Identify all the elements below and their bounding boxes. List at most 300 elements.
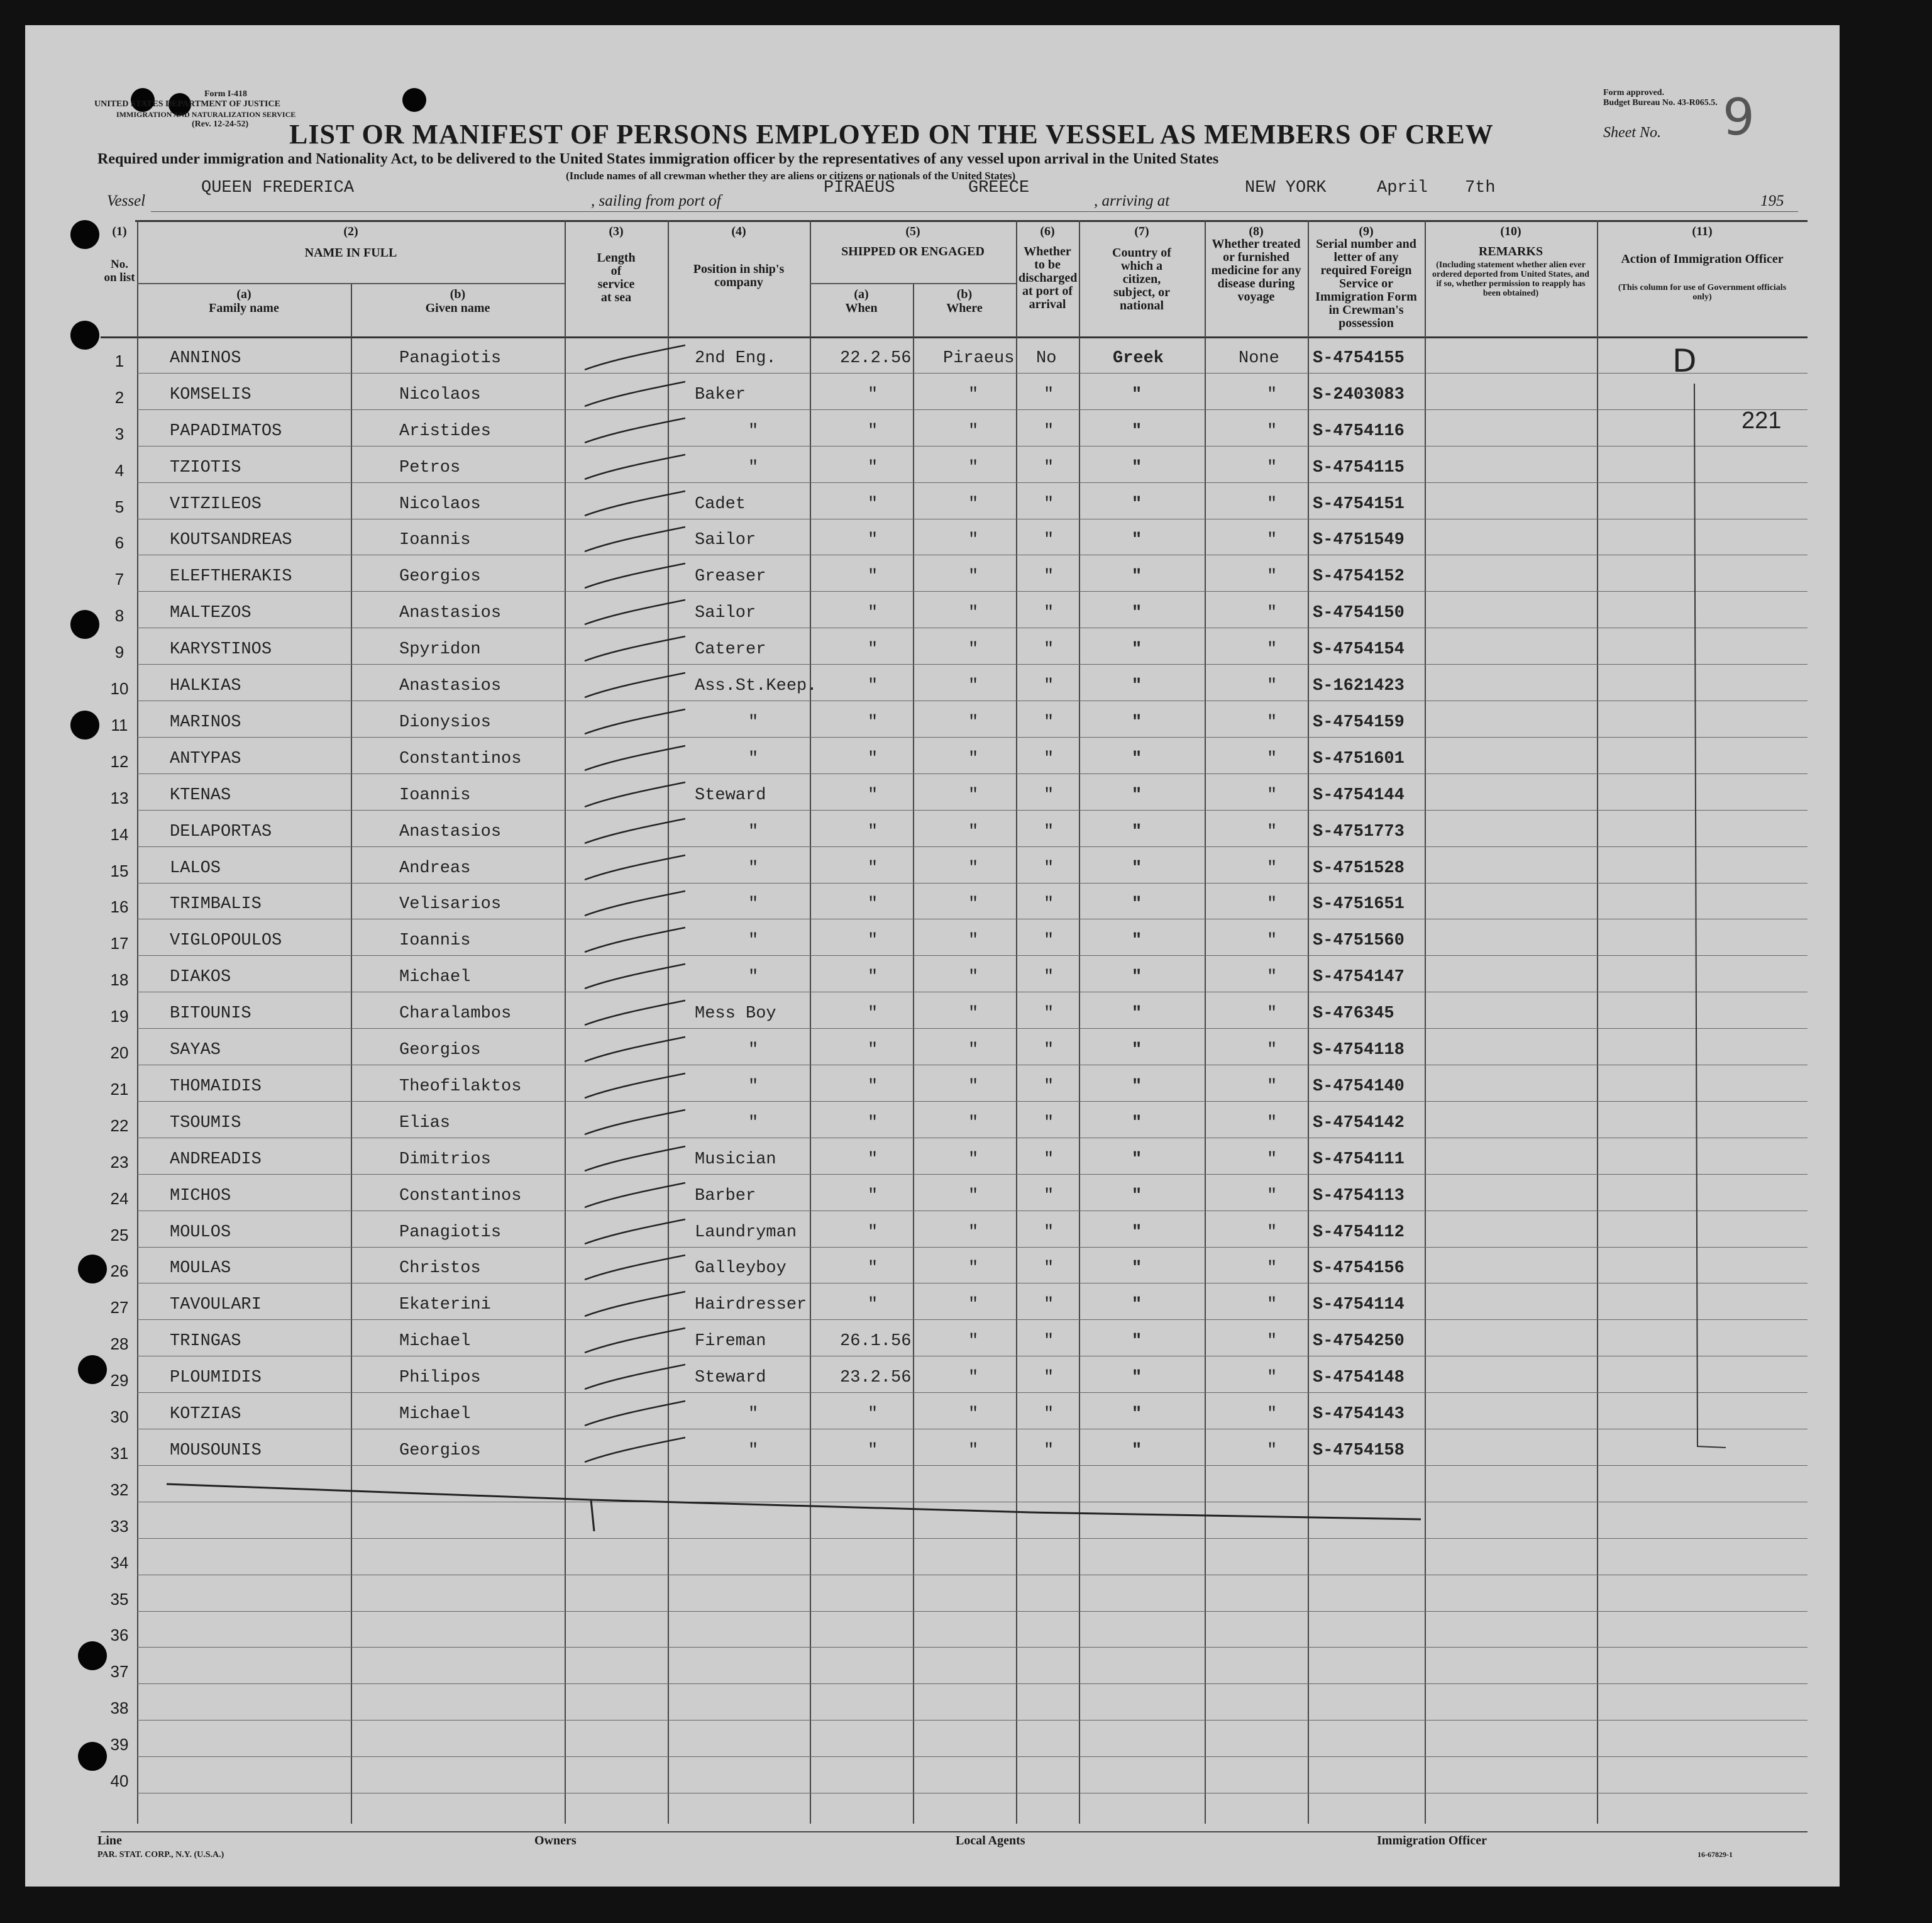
row-number: 39 [110, 1735, 129, 1754]
shipped-where-cell: " [968, 1041, 979, 1060]
position-cell: " [748, 823, 759, 841]
given-name-cell: Petros [399, 458, 461, 477]
medicine-cell: " [1267, 1441, 1278, 1460]
family-name-cell: MALTEZOS [170, 604, 251, 623]
shipped-when-cell: " [868, 1004, 878, 1023]
vessel-name: QUEEN FREDERICA [201, 179, 355, 197]
serial-cell: S-4754112 [1313, 1223, 1405, 1242]
country-cell: " [1132, 640, 1142, 659]
medicine-cell: " [1267, 495, 1278, 514]
shipped-when-cell: 22.2.56 [840, 349, 912, 368]
medicine-cell: " [1267, 604, 1278, 623]
serial-cell: S-4751549 [1313, 531, 1405, 550]
country-cell: " [1132, 1004, 1142, 1023]
shipped-when-cell: " [868, 1077, 878, 1096]
shipped-when-cell: " [868, 859, 878, 878]
serial-cell: S-4754116 [1313, 422, 1405, 441]
shipped-where-cell: " [968, 604, 979, 623]
row-number: 4 [114, 461, 124, 480]
shipped-when-cell: " [868, 422, 878, 441]
discharged-cell: " [1044, 1077, 1054, 1096]
given-name-cell: Nicolaos [399, 495, 481, 514]
serial-cell: S-4754147 [1313, 968, 1405, 987]
departure-port: PIRAEUS [824, 179, 895, 197]
medicine-cell: " [1267, 567, 1278, 586]
col-header-given-name: Given name [425, 301, 490, 315]
given-name-cell: Philipos [399, 1368, 481, 1387]
position-cell: Caterer [695, 640, 766, 659]
discharged-cell: " [1044, 1004, 1054, 1023]
country-cell: Greek [1113, 349, 1164, 368]
given-name-cell: Panagiotis [399, 349, 502, 368]
family-name-cell: KARYSTINOS [170, 640, 272, 659]
row-number: 31 [110, 1444, 129, 1463]
given-name-cell: Ekaterini [399, 1295, 491, 1314]
position-cell: Sailor [695, 604, 756, 623]
serial-cell: S-4754250 [1313, 1332, 1405, 1351]
serial-cell: S-4754144 [1313, 786, 1405, 805]
col-header-officer-action: Action of Immigration Officer [1621, 252, 1784, 266]
col-header-name: NAME IN FULL [304, 246, 397, 260]
discharged-cell: " [1044, 495, 1054, 514]
discharged-cell: " [1044, 1223, 1054, 1242]
row-number: 26 [110, 1261, 129, 1280]
col-header-service-length: Length of service at sea [597, 251, 636, 304]
shipped-where-cell: " [968, 1114, 979, 1133]
serial-cell: S-4754155 [1313, 349, 1405, 368]
shipped-where-cell: " [968, 786, 979, 805]
sailing-label: , sailing from port of [591, 192, 721, 209]
row-number: 15 [110, 862, 129, 880]
col-header-letter: (a) [854, 287, 869, 301]
country-cell: " [1132, 604, 1142, 623]
given-name-cell: Anastasios [399, 604, 502, 623]
family-name-cell: TAVOULARI [170, 1295, 262, 1314]
family-name-cell: MOULOS [170, 1223, 231, 1242]
discharged-cell: " [1044, 931, 1054, 950]
position-cell: " [748, 968, 759, 987]
row-number: 30 [110, 1407, 129, 1426]
col-header-serial: Serial number and letter of any required Foreign Service or Immigration Form in Crewman's possession [1315, 237, 1417, 330]
service: IMMIGRATION AND NATURALIZATION SERVICE [116, 110, 296, 119]
discharged-cell: " [1044, 1187, 1054, 1205]
country-cell: " [1132, 531, 1142, 550]
row-number: 17 [110, 934, 129, 953]
col-header-medicine: Whether treated or furnished medicine for any disease during voyage [1211, 237, 1301, 304]
discharged-cell: " [1044, 1441, 1054, 1460]
row-number: 38 [110, 1699, 129, 1717]
discharged-cell: " [1044, 385, 1054, 404]
serial-cell: S-4754115 [1313, 458, 1405, 477]
family-name-cell: TSOUMIS [170, 1114, 241, 1133]
col-header-list-number: No. on list [104, 258, 135, 284]
country-cell: " [1132, 859, 1142, 878]
country-cell: " [1132, 1077, 1142, 1096]
row-number: 21 [110, 1080, 129, 1099]
family-name-cell: KOUTSANDREAS [170, 531, 292, 550]
col-header-num: (4) [731, 224, 746, 238]
position-cell: Baker [695, 385, 746, 404]
medicine-cell: " [1267, 1368, 1278, 1387]
country-cell: " [1132, 1368, 1142, 1387]
shipped-where-cell: " [968, 385, 979, 404]
serial-cell: S-476345 [1313, 1004, 1394, 1023]
country-cell: " [1132, 1405, 1142, 1424]
col-header-num: (1) [112, 224, 127, 238]
given-name-cell: Panagiotis [399, 1223, 502, 1242]
family-name-cell: MOUSOUNIS [170, 1441, 262, 1460]
country-cell: " [1132, 1332, 1142, 1351]
department: UNITED STATES DEPARTMENT OF JUSTICE [94, 99, 280, 109]
row-number: 36 [110, 1626, 129, 1644]
serial-cell: S-4754143 [1313, 1405, 1405, 1424]
shipped-where-cell: " [968, 1259, 979, 1278]
position-cell: 2nd Eng. [695, 349, 776, 368]
row-number: 22 [110, 1116, 129, 1135]
row-number: 40 [110, 1771, 129, 1790]
given-name-cell: Michael [399, 1405, 471, 1424]
row-number: 14 [110, 825, 129, 844]
discharged-cell: " [1044, 677, 1054, 695]
medicine-cell: " [1267, 1259, 1278, 1278]
discharged-cell: " [1044, 640, 1054, 659]
row-number: 1 [114, 352, 124, 370]
medicine-cell: " [1267, 1004, 1278, 1023]
country-cell: " [1132, 786, 1142, 805]
given-name-cell: Dimitrios [399, 1150, 491, 1169]
shipped-where-cell: " [968, 1077, 979, 1096]
discharged-cell: " [1044, 422, 1054, 441]
position-cell: Steward [695, 1368, 766, 1387]
family-name-cell: TZIOTIS [170, 458, 241, 477]
shipped-when-cell: " [868, 677, 878, 695]
destination: NEW YORK [1245, 179, 1327, 197]
position-cell: " [748, 713, 759, 732]
position-cell: " [748, 1041, 759, 1060]
sheet-number: 9 [1723, 88, 1755, 147]
col-header-country: Country of which a citizen, subject, or national [1112, 246, 1171, 313]
position-cell: " [748, 1077, 759, 1096]
family-name-cell: DELAPORTAS [170, 823, 272, 841]
family-name-cell: ANNINOS [170, 349, 241, 368]
family-name-cell: DIAKOS [170, 968, 231, 987]
footer-printer: PAR. STAT. CORP., N.Y. (U.S.A.) [97, 1850, 224, 1859]
shipped-where-cell: " [968, 968, 979, 987]
row-number: 23 [110, 1153, 129, 1172]
page-title: LIST OR MANIFEST OF PERSONS EMPLOYED ON THE VESSEL AS MEMBERS OF CREW [289, 119, 1494, 150]
serial-cell: S-4754140 [1313, 1077, 1405, 1096]
row-number: 28 [110, 1334, 129, 1353]
medicine-cell: " [1267, 531, 1278, 550]
officer-mark: D [1672, 343, 1697, 379]
family-name-cell: KOMSELIS [170, 385, 251, 404]
position-cell: " [748, 1114, 759, 1133]
given-name-cell: Georgios [399, 1041, 481, 1060]
given-name-cell: Georgios [399, 1441, 481, 1460]
shipped-when-cell: " [868, 1041, 878, 1060]
discharged-cell: " [1044, 968, 1054, 987]
serial-cell: S-1621423 [1313, 677, 1405, 695]
row-number: 6 [114, 533, 124, 552]
serial-cell: S-4751560 [1313, 931, 1405, 950]
family-name-cell: KTENAS [170, 786, 231, 805]
serial-cell: S-2403083 [1313, 385, 1405, 404]
country-cell: " [1132, 895, 1142, 914]
given-name-cell: Andreas [399, 859, 471, 878]
country-cell: " [1132, 567, 1142, 586]
budget-bureau: Budget Bureau No. 43-R065.5. [1603, 98, 1718, 108]
row-number: 11 [111, 716, 128, 734]
given-name-cell: Anastasios [399, 823, 502, 841]
arrival-year: 195 [1760, 192, 1784, 209]
shipped-when-cell: " [868, 750, 878, 768]
discharged-cell: " [1044, 1295, 1054, 1314]
col-header-officer-note: (This column for use of Government officials only) [1618, 283, 1787, 302]
shipped-where-cell: " [968, 531, 979, 550]
col-header-remarks: REMARKS [1478, 245, 1543, 258]
shipped-where-cell: " [968, 823, 979, 841]
country-cell: " [1132, 931, 1142, 950]
given-name-cell: Anastasios [399, 677, 502, 695]
medicine-cell: " [1267, 1150, 1278, 1169]
crew-note: (Include names of all crewman whether they are aliens or citizens or nationals of the United States) [566, 170, 1016, 182]
country-cell: " [1132, 1295, 1142, 1314]
row-number: 37 [110, 1662, 129, 1681]
country-cell: " [1132, 677, 1142, 695]
discharged-cell: No [1036, 349, 1057, 368]
family-name-cell: MOULAS [170, 1259, 231, 1278]
shipped-when-cell: " [868, 604, 878, 623]
given-name-cell: Michael [399, 1332, 471, 1351]
family-name-cell: TRIMBALIS [170, 895, 262, 914]
footer-owners: Owners [534, 1834, 577, 1848]
row-number: 32 [110, 1480, 129, 1499]
medicine-cell: " [1267, 1187, 1278, 1205]
shipped-where-cell: " [968, 567, 979, 586]
family-name-cell: BITOUNIS [170, 1004, 251, 1023]
arriving-label: , arriving at [1094, 192, 1170, 209]
given-name-cell: Aristides [399, 422, 491, 441]
serial-cell: S-4754118 [1313, 1041, 1405, 1060]
country-cell: " [1132, 713, 1142, 732]
row-number: 12 [110, 752, 129, 771]
shipped-when-cell: " [868, 1405, 878, 1424]
discharged-cell: " [1044, 750, 1054, 768]
position-cell: Barber [695, 1187, 756, 1205]
shipped-where-cell: " [968, 1441, 979, 1460]
country-cell: " [1132, 1441, 1142, 1460]
medicine-cell: " [1267, 1295, 1278, 1314]
position-cell: Hairdresser [695, 1295, 807, 1314]
shipped-when-cell: " [868, 1441, 878, 1460]
family-name-cell: SAYAS [170, 1041, 221, 1060]
medicine-cell: None [1239, 349, 1279, 368]
discharged-cell: " [1044, 1259, 1054, 1278]
discharged-cell: " [1044, 604, 1054, 623]
officer-count: 221 [1742, 407, 1782, 434]
serial-cell: S-4754156 [1313, 1259, 1405, 1278]
position-cell: " [748, 1441, 759, 1460]
given-name-cell: Nicolaos [399, 385, 481, 404]
col-header-num: (3) [609, 224, 624, 238]
page-subtitle: Required under immigration and Nationality Act, to be delivered to the United States immigration officer by the representatives of any vessel upon arrival in the United States [97, 151, 1219, 167]
family-name-cell: MICHOS [170, 1187, 231, 1205]
departure-country: GREECE [968, 179, 1030, 197]
given-name-cell: Velisarios [399, 895, 502, 914]
position-cell: " [748, 1405, 759, 1424]
medicine-cell: " [1267, 1114, 1278, 1133]
family-name-cell: PLOUMIDIS [170, 1368, 262, 1387]
position-cell: Cadet [695, 495, 746, 514]
medicine-cell: " [1267, 640, 1278, 659]
country-cell: " [1132, 823, 1142, 841]
shipped-where-cell: " [968, 750, 979, 768]
row-number: 29 [110, 1371, 129, 1390]
shipped-when-cell: " [868, 1223, 878, 1242]
country-cell: " [1132, 495, 1142, 514]
medicine-cell: " [1267, 1223, 1278, 1242]
position-cell: Laundryman [695, 1223, 797, 1242]
arrival-day: 7th [1465, 179, 1496, 197]
position-cell: Mess Boy [695, 1004, 776, 1023]
col-header-letter: (b) [956, 287, 973, 301]
country-cell: " [1132, 1259, 1142, 1278]
manifest-sheet [25, 25, 1840, 1887]
shipped-when-cell: " [868, 1187, 878, 1205]
end-of-list-line [25, 25, 1840, 1887]
discharged-cell: " [1044, 1405, 1054, 1424]
family-name-cell: ANTYPAS [170, 750, 241, 768]
serial-cell: S-4751601 [1313, 750, 1405, 768]
discharged-cell: " [1044, 567, 1054, 586]
serial-cell: S-4754148 [1313, 1368, 1405, 1387]
shipped-when-cell: " [868, 385, 878, 404]
shipped-where-cell: " [968, 495, 979, 514]
row-number: 5 [114, 497, 124, 516]
country-cell: " [1132, 1223, 1142, 1242]
shipped-where-cell: " [968, 1187, 979, 1205]
position-cell: Ass.St.Keep. [695, 677, 817, 695]
country-cell: " [1132, 968, 1142, 987]
given-name-cell: Georgios [399, 567, 481, 586]
given-name-cell: Theofilaktos [399, 1077, 522, 1096]
col-header-remarks-note: (Including statement whether alien ever ordered deported from United States, and if so, whether permission to reapply has been obtained) [1432, 260, 1589, 298]
country-cell: " [1132, 422, 1142, 441]
family-name-cell: VIGLOPOULOS [170, 931, 282, 950]
row-number: 10 [110, 679, 129, 698]
shipped-when-cell: " [868, 895, 878, 914]
position-cell: Fireman [695, 1332, 766, 1351]
discharged-cell: " [1044, 1368, 1054, 1387]
position-cell: " [748, 931, 759, 950]
family-name-cell: TRINGAS [170, 1332, 241, 1351]
country-cell: " [1132, 458, 1142, 477]
serial-cell: S-4754154 [1313, 640, 1405, 659]
medicine-cell: " [1267, 895, 1278, 914]
row-number: 3 [114, 424, 124, 443]
medicine-cell: " [1267, 859, 1278, 878]
medicine-cell: " [1267, 1077, 1278, 1096]
given-name-cell: Ioannis [399, 786, 471, 805]
row-number: 33 [110, 1517, 129, 1536]
shipped-where-cell: " [968, 1150, 979, 1169]
serial-cell: S-4754158 [1313, 1441, 1405, 1460]
shipped-where-cell: " [968, 931, 979, 950]
family-name-cell: THOMAIDIS [170, 1077, 262, 1096]
discharged-cell: " [1044, 786, 1054, 805]
serial-cell: S-4751773 [1313, 823, 1405, 841]
col-header-discharged: Whether to be discharged at port of arrival [1018, 245, 1078, 311]
col-header-num: (10) [1500, 224, 1521, 238]
family-name-cell: VITZILEOS [170, 495, 262, 514]
sheet-label: Sheet No. [1603, 125, 1661, 141]
medicine-cell: " [1267, 750, 1278, 768]
footer-line-label: Line [97, 1834, 122, 1848]
medicine-cell: " [1267, 1332, 1278, 1351]
shipped-where-cell: " [968, 640, 979, 659]
shipped-when-cell: " [868, 931, 878, 950]
family-name-cell: KOTZIAS [170, 1405, 241, 1424]
country-cell: " [1132, 1187, 1142, 1205]
row-number: 18 [110, 970, 129, 989]
serial-cell: S-4754151 [1313, 495, 1405, 514]
family-name-cell: PAPADIMATOS [170, 422, 282, 441]
shipped-when-cell: " [868, 713, 878, 732]
discharged-cell: " [1044, 1114, 1054, 1133]
row-number: 35 [110, 1590, 129, 1609]
position-cell: Sailor [695, 531, 756, 550]
shipped-when-cell: " [868, 786, 878, 805]
shipped-when-cell: " [868, 495, 878, 514]
position-cell: " [748, 422, 759, 441]
position-cell: Steward [695, 786, 766, 805]
position-cell: " [748, 750, 759, 768]
col-header-family-name: Family name [209, 301, 279, 315]
discharged-cell: " [1044, 895, 1054, 914]
serial-cell: S-4754113 [1313, 1187, 1405, 1205]
given-name-cell: Dionysios [399, 713, 491, 732]
row-number: 20 [110, 1043, 129, 1062]
footer-local-agents: Local Agents [956, 1834, 1025, 1848]
country-cell: " [1132, 750, 1142, 768]
row-number: 27 [110, 1298, 129, 1317]
shipped-where-cell: " [968, 1332, 979, 1351]
shipped-when-cell: " [868, 531, 878, 550]
col-header-num: (5) [905, 224, 920, 238]
shipped-where-cell: " [968, 1405, 979, 1424]
medicine-cell: " [1267, 968, 1278, 987]
revision: (Rev. 12-24-52) [192, 119, 249, 129]
given-name-cell: Constantinos [399, 1187, 522, 1205]
shipped-where-cell: " [968, 677, 979, 695]
col-header-num: (2) [343, 224, 358, 238]
shipped-when-cell: " [868, 458, 878, 477]
form-number: Form I-418 [204, 89, 248, 99]
given-name-cell: Elias [399, 1114, 451, 1133]
shipped-where-cell: " [968, 713, 979, 732]
country-cell: " [1132, 1041, 1142, 1060]
row-number: 25 [110, 1226, 129, 1244]
col-header-shipped: SHIPPED OR ENGAGED [841, 245, 985, 258]
row-number: 16 [110, 897, 129, 916]
vessel-label: Vessel [107, 192, 146, 209]
row-number: 2 [114, 388, 124, 407]
discharged-cell: " [1044, 1150, 1054, 1169]
discharged-cell: " [1044, 713, 1054, 732]
shipped-when-cell: " [868, 567, 878, 586]
medicine-cell: " [1267, 385, 1278, 404]
footer-immigration-officer: Immigration Officer [1377, 1834, 1487, 1848]
